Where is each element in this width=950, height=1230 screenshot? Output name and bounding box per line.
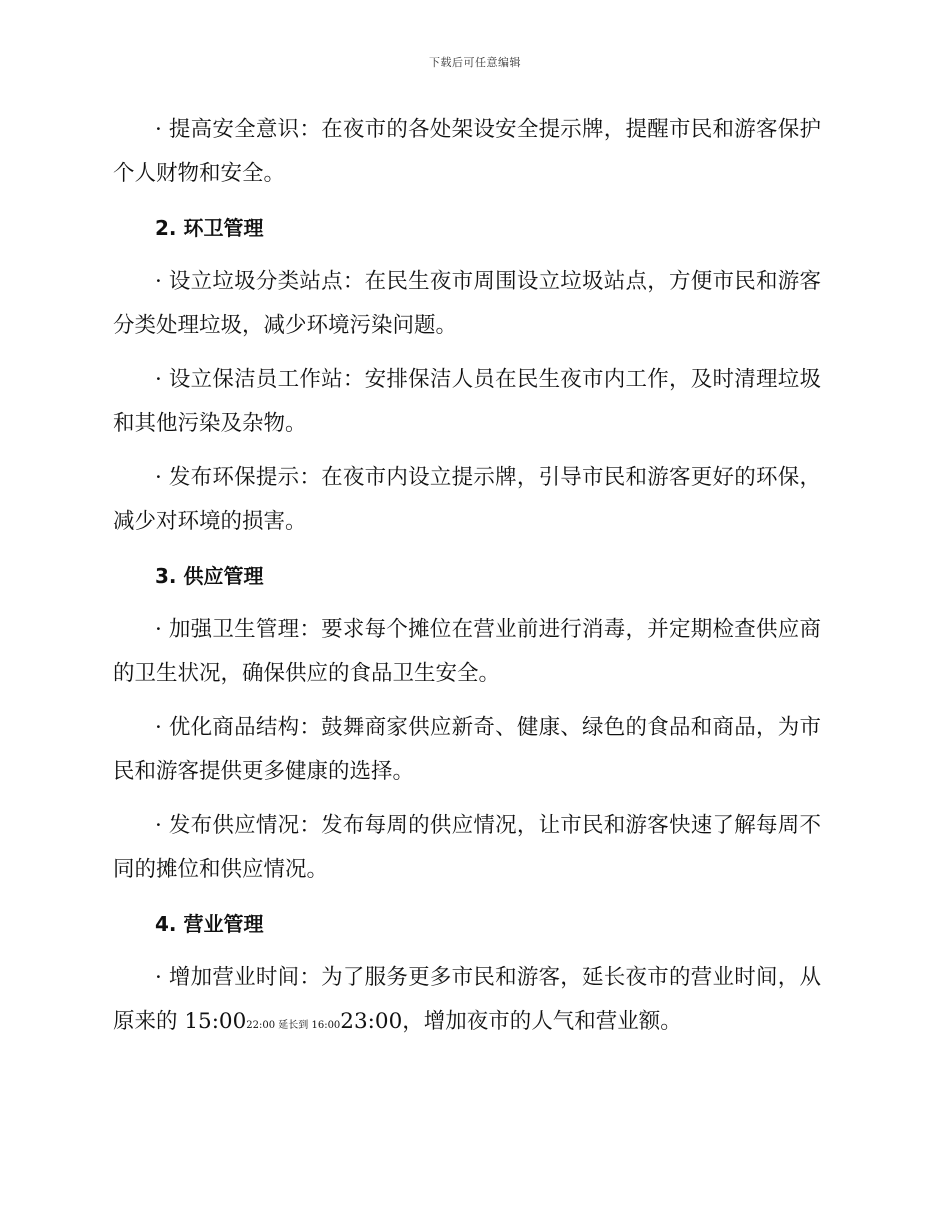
paragraph: · 提高安全意识：在夜市的各处架设安全提示牌，提醒市民和游客保护个人财物和安全。 — [113, 117, 821, 186]
section-heading: 3. 供应管理 — [155, 564, 264, 588]
paragraph: · 设立垃圾分类站点：在民生夜市周围设立垃圾站点，方便市民和游客分类处理垃圾，减少环境污染问题。 — [113, 269, 821, 338]
paragraph-hours — [113, 956, 821, 1044]
section-heading: 2. 环卫管理 — [155, 216, 264, 240]
paragraph: · 优化商品结构：鼓舞商家供应新奇、健康、绿色的食品和商品，为市民和游客提供更多健康的选择。 — [113, 715, 821, 784]
hours-text-start: · 增加营业时间：为了服务更多市民和游客，延长夜市的营业时间，从原来的 15:00 — [113, 965, 821, 1034]
paragraph: · 发布环保提示：在夜市内设立提示牌，引导市民和游客更好的环保，减少对环境的损害。 — [113, 465, 821, 534]
paragraph: · 加强卫生管理：要求每个摊位在营业前进行消毒，并定期检查供应商的卫生状况，确保供应的食品卫生安全。 — [113, 617, 821, 686]
hours-small-text: 22:00 延长到 16:00 — [246, 1020, 341, 1031]
paragraph: · 设立保洁员工作站：安排保洁人员在民生夜市内工作，及时清理垃圾和其他污染及杂物。 — [113, 367, 821, 436]
section-heading: 4. 营业管理 — [155, 912, 264, 936]
document-body — [113, 108, 821, 1054]
hours-text-end: 23:00，增加夜市的人气和营业额。 — [340, 1009, 682, 1034]
paragraph: · 发布供应情况：发布每周的供应情况，让市民和游客快速了解每周不同的摊位和供应情况。 — [113, 813, 821, 882]
header-note: 下载后可任意编辑 — [429, 56, 521, 69]
